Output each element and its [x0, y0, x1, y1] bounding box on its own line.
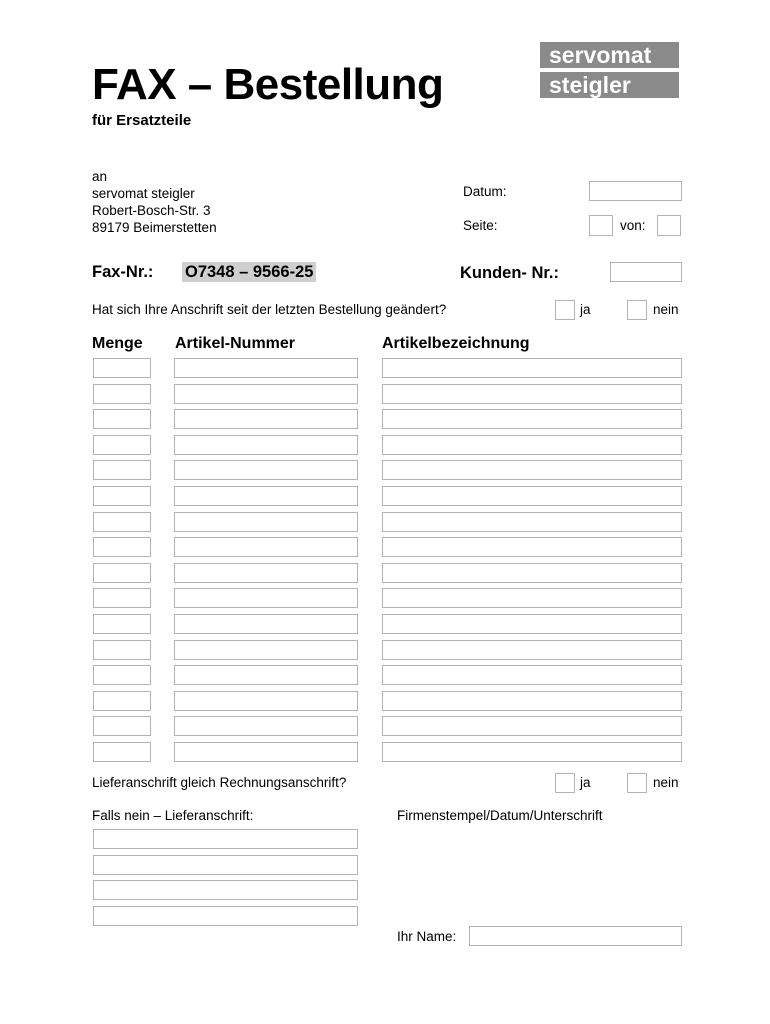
delivery-same-yes-label: ja [580, 775, 591, 790]
artikelbezeichnung-field[interactable] [382, 588, 682, 608]
artikel-nummer-field[interactable] [174, 460, 358, 480]
seite-label: Seite: [463, 218, 498, 233]
artikel-nummer-field[interactable] [174, 691, 358, 711]
address-changed-question: Hat sich Ihre Anschrift seit der letzten Bestellung geändert? [92, 302, 447, 317]
artikelbezeichnung-field[interactable] [382, 665, 682, 685]
von-field[interactable] [657, 215, 681, 236]
address-changed-no-checkbox[interactable] [627, 300, 647, 320]
artikelbezeichnung-field[interactable] [382, 512, 682, 532]
recipient-address [92, 168, 217, 236]
delivery-same-question: Lieferanschrift gleich Rechnungsanschrift? [92, 775, 347, 790]
page-subtitle: für Ersatzteile [92, 112, 192, 129]
menge-field[interactable] [93, 537, 151, 557]
menge-field[interactable] [93, 384, 151, 404]
artikel-nummer-field[interactable] [174, 384, 358, 404]
menge-field[interactable] [93, 640, 151, 660]
artikel-nummer-field[interactable] [174, 563, 358, 583]
kunden-label: Kunden- Nr.: [460, 264, 559, 282]
datum-field[interactable] [589, 181, 682, 201]
menge-field[interactable] [93, 588, 151, 608]
menge-field[interactable] [93, 435, 151, 455]
delivery-address-label: Falls nein – Lieferanschrift: [92, 808, 254, 823]
logo-line-1: servomat [540, 42, 679, 68]
fax-number: O7348 – 9566-25 [182, 262, 316, 282]
artikel-nummer-field[interactable] [174, 537, 358, 557]
address-line: 89179 Beimerstetten [92, 220, 217, 235]
address-changed-no-label: nein [653, 302, 679, 317]
menge-field[interactable] [93, 716, 151, 736]
artikelbezeichnung-field[interactable] [382, 435, 682, 455]
artikel-nummer-field[interactable] [174, 640, 358, 660]
menge-field[interactable] [93, 665, 151, 685]
menge-field[interactable] [93, 409, 151, 429]
artikelbezeichnung-field[interactable] [382, 614, 682, 634]
artikelbezeichnung-field[interactable] [382, 742, 682, 762]
column-header-menge: Menge [92, 335, 143, 352]
artikel-nummer-field[interactable] [174, 665, 358, 685]
artikelbezeichnung-field[interactable] [382, 563, 682, 583]
menge-field[interactable] [93, 512, 151, 532]
address-line: servomat steigler [92, 186, 195, 201]
menge-field[interactable] [93, 563, 151, 583]
artikelbezeichnung-field[interactable] [382, 537, 682, 557]
address-line: Robert-Bosch-Str. 3 [92, 203, 211, 218]
name-label: Ihr Name: [397, 929, 457, 944]
artikel-nummer-field[interactable] [174, 358, 358, 378]
menge-field[interactable] [93, 614, 151, 634]
artikelbezeichnung-field[interactable] [382, 486, 682, 506]
menge-field[interactable] [93, 691, 151, 711]
seite-field[interactable] [589, 215, 613, 236]
artikel-nummer-field[interactable] [174, 435, 358, 455]
artikelbezeichnung-field[interactable] [382, 640, 682, 660]
column-header-artikel-nummer: Artikel-Nummer [175, 335, 296, 352]
artikel-nummer-field[interactable] [174, 742, 358, 762]
delivery-address-line-4[interactable] [93, 906, 358, 926]
artikel-nummer-field[interactable] [174, 588, 358, 608]
logo-line-2: steigler [540, 72, 679, 98]
delivery-same-yes-checkbox[interactable] [555, 773, 575, 793]
delivery-address-line-3[interactable] [93, 880, 358, 900]
menge-field[interactable] [93, 486, 151, 506]
address-line: an [92, 169, 108, 184]
artikelbezeichnung-field[interactable] [382, 716, 682, 736]
delivery-same-no-checkbox[interactable] [627, 773, 647, 793]
artikel-nummer-field[interactable] [174, 614, 358, 634]
company-logo [540, 42, 679, 98]
column-header-artikelbezeichnung: Artikelbezeichnung [382, 335, 530, 352]
von-label: von: [620, 218, 646, 233]
artikel-nummer-field[interactable] [174, 486, 358, 506]
artikelbezeichnung-field[interactable] [382, 409, 682, 429]
artikel-nummer-field[interactable] [174, 409, 358, 429]
datum-label: Datum: [463, 184, 507, 199]
delivery-address-line-1[interactable] [93, 829, 358, 849]
delivery-same-no-label: nein [653, 775, 679, 790]
delivery-address-line-2[interactable] [93, 855, 358, 875]
name-field[interactable] [469, 926, 682, 946]
artikelbezeichnung-field[interactable] [382, 691, 682, 711]
page-title: FAX – Bestellung [92, 60, 444, 109]
artikelbezeichnung-field[interactable] [382, 460, 682, 480]
menge-field[interactable] [93, 742, 151, 762]
artikelbezeichnung-field[interactable] [382, 358, 682, 378]
stamp-label: Firmenstempel/Datum/Unterschrift [397, 808, 603, 823]
artikel-nummer-field[interactable] [174, 716, 358, 736]
artikelbezeichnung-field[interactable] [382, 384, 682, 404]
kunden-nr-field[interactable] [610, 262, 682, 282]
fax-label: Fax-Nr.: [92, 263, 154, 281]
address-changed-yes-checkbox[interactable] [555, 300, 575, 320]
menge-field[interactable] [93, 460, 151, 480]
menge-field[interactable] [93, 358, 151, 378]
address-changed-yes-label: ja [580, 302, 591, 317]
artikel-nummer-field[interactable] [174, 512, 358, 532]
